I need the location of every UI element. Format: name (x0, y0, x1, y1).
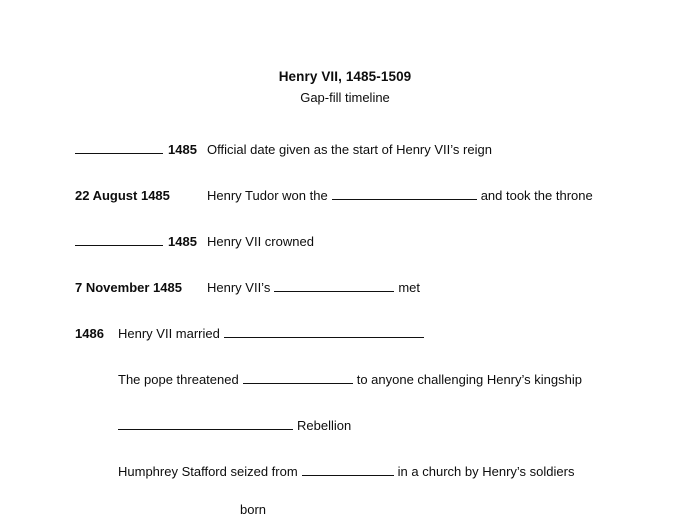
description-text-before: Henry Tudor won the (207, 188, 328, 203)
timeline-row-description (207, 278, 420, 297)
timeline-row-description (118, 462, 574, 481)
timeline-row-date: 1486 (75, 326, 104, 341)
description-text-before: Official date given as the start of Henry VII’s reign (207, 142, 492, 157)
description-text-after: Rebellion (297, 418, 352, 433)
date-blank-field[interactable] (75, 232, 163, 246)
timeline-row-date: 22 August 1485 (75, 188, 170, 203)
answer-blank-field[interactable] (118, 416, 293, 430)
timeline-row-description (118, 416, 351, 435)
timeline-row (0, 462, 690, 508)
description-text-before: Henry VII crowned (207, 234, 314, 249)
timeline-row-description (207, 186, 593, 205)
timeline-row (0, 232, 690, 278)
answer-blank-field[interactable] (224, 324, 424, 338)
timeline-row-clipped: born (240, 502, 267, 517)
date-blank-field[interactable] (75, 140, 163, 154)
answer-blank-field[interactable] (243, 370, 353, 384)
description-text-after: and took the throne (480, 188, 593, 203)
timeline-row (0, 186, 690, 232)
timeline-row-description (207, 232, 314, 251)
answer-blank-field[interactable] (274, 278, 394, 292)
timeline-row-date: 7 November 1485 (75, 280, 182, 295)
description-text-before: Henry VII’s (207, 280, 271, 295)
timeline-row (0, 140, 690, 186)
answer-blank-field[interactable] (302, 462, 394, 476)
timeline-row (0, 370, 690, 416)
timeline-row (0, 416, 690, 462)
page-title: Henry VII, 1485-1509 (278, 69, 412, 84)
description-text-after: met (398, 280, 421, 295)
timeline-row-date (75, 232, 197, 251)
description-text-before: Henry VII married (118, 326, 220, 341)
description-text-after: in a church by Henry’s soldiers (397, 464, 575, 479)
timeline-row (0, 278, 690, 324)
timeline-row-date (75, 140, 197, 159)
description-text-after: to anyone challenging Henry’s kingship (356, 372, 582, 387)
title-block (0, 69, 690, 106)
timeline-row-description (118, 370, 582, 389)
timeline-row-description (207, 140, 492, 159)
description-text-before: Humphrey Stafford seized from (118, 464, 298, 479)
timeline-list (0, 140, 690, 508)
timeline-row-year: 1485 (168, 234, 197, 249)
timeline-row-description (118, 324, 424, 343)
timeline-row (0, 324, 690, 370)
answer-blank-field[interactable] (332, 186, 477, 200)
page-subtitle: Gap-fill timeline (300, 90, 390, 105)
description-text-before: The pope threatened (118, 372, 239, 387)
timeline-row-year: 1485 (168, 142, 197, 157)
